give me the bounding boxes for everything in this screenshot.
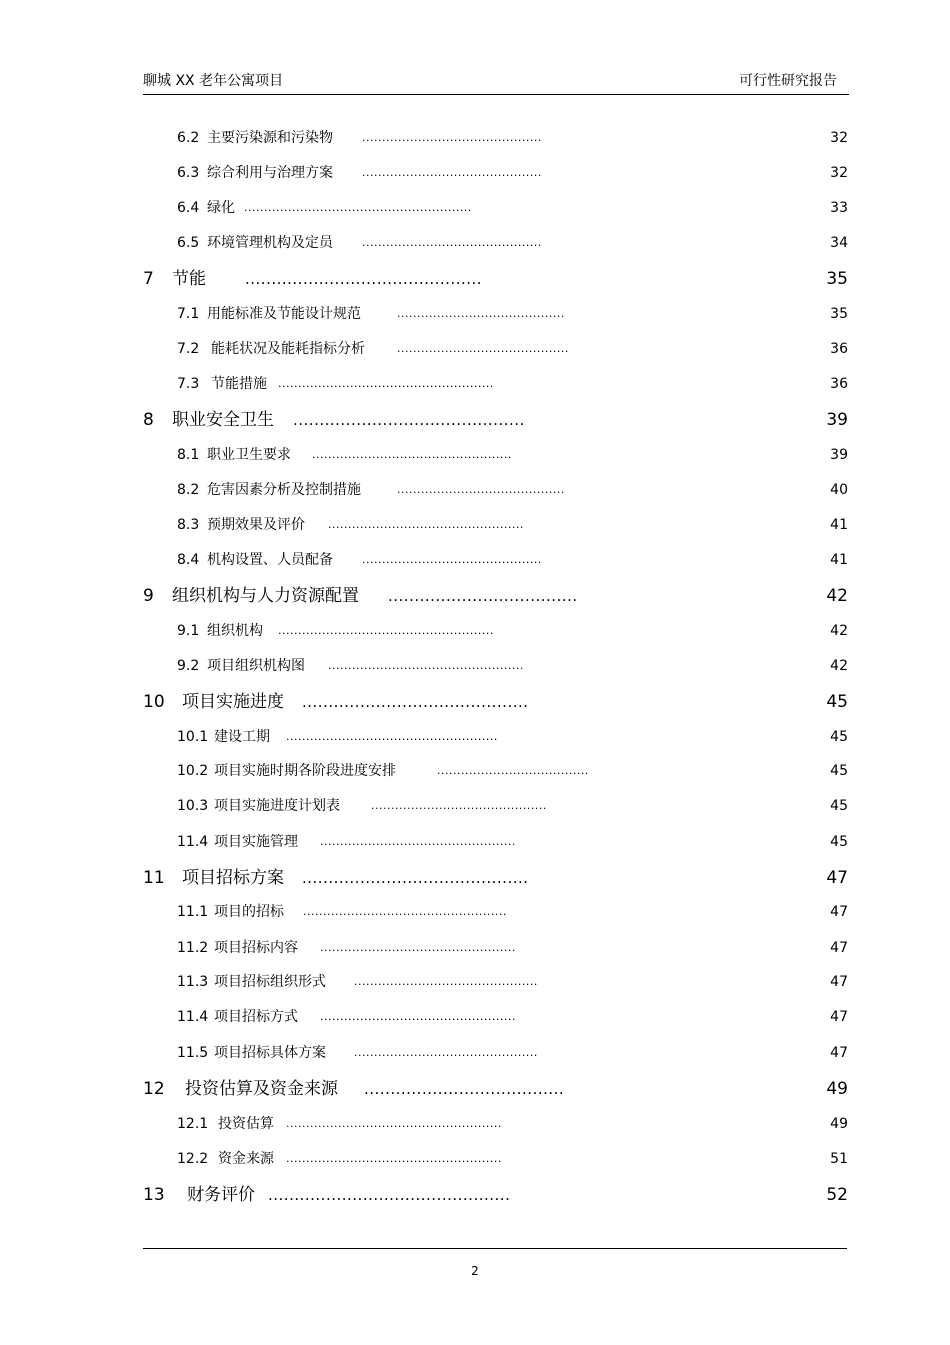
toc-entry-number: 7.1 — [177, 306, 200, 322]
toc-entry-number: 6.2 — [177, 130, 200, 146]
toc-dot-leader: ................................................. — [320, 941, 516, 954]
toc-section-entry[interactable] — [0, 726, 950, 748]
toc-chapter-entry[interactable] — [0, 1078, 950, 1100]
toc-dot-leader: ................................................. — [328, 518, 524, 531]
toc-dot-leader: ............................................. — [245, 270, 483, 288]
toc-dot-leader: ............................................. — [362, 553, 542, 566]
toc-section-entry[interactable] — [0, 232, 950, 254]
toc-entry-number: 9 — [143, 586, 154, 606]
toc-page-number: 51 — [830, 1151, 848, 1167]
toc-page-number: 45 — [830, 798, 848, 814]
toc-page-number: 32 — [830, 165, 848, 181]
toc-entry-number: 11.4 — [177, 1009, 209, 1025]
toc-chapter-entry[interactable] — [0, 268, 950, 290]
toc-dot-leader: ........................................... — [302, 693, 529, 711]
footer-divider — [143, 1248, 847, 1249]
toc-section-entry[interactable] — [0, 620, 950, 642]
toc-section-entry[interactable] — [0, 795, 950, 817]
toc-page-number: 36 — [830, 376, 848, 392]
toc-page-number: 45 — [830, 729, 848, 745]
toc-dot-leader: ............................................. — [362, 131, 542, 144]
toc-entry-number: 9.2 — [177, 658, 200, 674]
toc-dot-leader: ............................................ — [293, 411, 525, 429]
toc-entry-title: 组织机构 — [207, 623, 263, 639]
toc-dot-leader: .................................... — [388, 587, 578, 605]
toc-page-number: 40 — [830, 482, 848, 498]
toc-entry-number: 10.2 — [177, 763, 209, 779]
toc-page-number: 33 — [830, 200, 848, 216]
toc-chapter-entry[interactable] — [0, 1184, 950, 1206]
toc-chapter-entry[interactable] — [0, 409, 950, 431]
toc-section-entry[interactable] — [0, 901, 950, 923]
toc-entry-title: 项目实施时期各阶段进度安排 — [214, 763, 396, 779]
toc-page-number: 47 — [826, 868, 848, 888]
toc-entry-number: 6.3 — [177, 165, 200, 181]
toc-dot-leader: ........................................... — [302, 869, 529, 887]
page-number: 2 — [471, 1264, 479, 1278]
toc-entry-title: 组织机构与人力资源配置 — [172, 586, 359, 606]
toc-entry-number: 7 — [143, 269, 154, 289]
toc-section-entry[interactable] — [0, 655, 950, 677]
toc-entry-title: 项目招标方案 — [182, 868, 284, 888]
toc-dot-leader: .............................................. — [354, 975, 538, 988]
toc-dot-leader: ...................................... — [364, 1080, 565, 1098]
toc-page-number: 41 — [830, 552, 848, 568]
toc-page-number: 47 — [830, 904, 848, 920]
toc-entry-title: 项目实施管理 — [214, 834, 298, 850]
toc-page-number: 32 — [830, 130, 848, 146]
toc-dot-leader: ...................................................... — [278, 377, 494, 390]
toc-dot-leader: ............................................ — [371, 799, 547, 812]
toc-entry-number: 7.3 — [177, 376, 200, 392]
toc-entry-number: 11.5 — [177, 1045, 209, 1061]
toc-dot-leader: ............................................. — [362, 166, 542, 179]
toc-entry-number: 7.2 — [177, 341, 200, 357]
toc-entry-number: 6.4 — [177, 200, 200, 216]
toc-entry-number: 10 — [143, 692, 165, 712]
toc-dot-leader: .............................................. — [268, 1186, 511, 1204]
toc-entry-title: 项目招标具体方案 — [214, 1045, 326, 1061]
toc-dot-leader: ...................................... — [437, 764, 589, 777]
toc-dot-leader: .......................................... — [397, 307, 565, 320]
toc-entry-title: 绿化 — [207, 200, 235, 216]
toc-entry-title: 节能措施 — [211, 376, 267, 392]
toc-page-number: 45 — [830, 763, 848, 779]
toc-entry-number: 8.4 — [177, 552, 200, 568]
toc-page-number: 47 — [830, 940, 848, 956]
toc-chapter-entry[interactable] — [0, 585, 950, 607]
toc-page-number: 47 — [830, 1009, 848, 1025]
toc-dot-leader: ........................................... — [397, 342, 569, 355]
toc-page-number: 49 — [830, 1116, 848, 1132]
toc-entry-title: 能耗状况及能耗指标分析 — [211, 341, 365, 357]
toc-page-number: 36 — [830, 341, 848, 357]
toc-entry-title: 项目招标方式 — [214, 1009, 298, 1025]
toc-section-entry[interactable] — [0, 1113, 950, 1135]
toc-dot-leader: ................................................. — [320, 835, 516, 848]
toc-section-entry[interactable] — [0, 338, 950, 360]
toc-entry-number: 12.2 — [177, 1151, 209, 1167]
toc-entry-number: 11.3 — [177, 974, 209, 990]
toc-entry-number: 8 — [143, 410, 154, 430]
toc-dot-leader: ..................................................... — [286, 730, 498, 743]
toc-entry-title: 项目实施进度计划表 — [214, 798, 340, 814]
toc-entry-number: 10.1 — [177, 729, 209, 745]
toc-dot-leader: ............................................. — [362, 236, 542, 249]
toc-page-number: 35 — [830, 306, 848, 322]
toc-section-entry[interactable] — [0, 1042, 950, 1064]
toc-entry-title: 主要污染源和污染物 — [207, 130, 333, 146]
toc-entry-title: 环境管理机构及定员 — [207, 235, 333, 251]
toc-page-number: 47 — [830, 974, 848, 990]
toc-page-number: 39 — [830, 447, 848, 463]
toc-entry-title: 项目组织机构图 — [207, 658, 305, 674]
toc-entry-number: 11.1 — [177, 904, 209, 920]
toc-entry-title: 建设工期 — [214, 729, 270, 745]
toc-page-number: 42 — [826, 586, 848, 606]
header-title: 聊城 XX 老年公寓项目 — [143, 73, 284, 89]
toc-dot-leader: .................................................. — [312, 448, 512, 461]
toc-section-entry[interactable] — [0, 971, 950, 993]
toc-section-entry[interactable] — [0, 1006, 950, 1028]
toc-entry-title: 节能 — [172, 269, 206, 289]
toc-entry-title: 投资估算及资金来源 — [185, 1079, 338, 1099]
toc-page-number: 45 — [830, 834, 848, 850]
toc-dot-leader: ......................................................... — [244, 201, 472, 214]
toc-page-number: 45 — [826, 692, 848, 712]
toc-page-number: 42 — [830, 623, 848, 639]
toc-chapter-entry[interactable] — [0, 691, 950, 713]
toc-page-number: 41 — [830, 517, 848, 533]
header-doc-type: 可行性研究报告 — [739, 73, 837, 89]
toc-entry-number: 12.1 — [177, 1116, 209, 1132]
toc-section-entry[interactable] — [0, 760, 950, 782]
toc-page-number: 35 — [826, 269, 848, 289]
toc-dot-leader: ...................................................... — [278, 624, 494, 637]
toc-page-number: 34 — [830, 235, 848, 251]
toc-section-entry[interactable] — [0, 303, 950, 325]
toc-entry-title: 危害因素分析及控制措施 — [207, 482, 361, 498]
toc-entry-title: 项目招标内容 — [214, 940, 298, 956]
toc-dot-leader: ................................................. — [328, 659, 524, 672]
toc-entry-title: 项目的招标 — [214, 904, 284, 920]
toc-entry-number: 11.4 — [177, 834, 209, 850]
toc-entry-number: 11 — [143, 868, 165, 888]
toc-dot-leader: ...................................................... — [286, 1117, 502, 1130]
toc-section-entry[interactable] — [0, 479, 950, 501]
toc-page-number: 47 — [830, 1045, 848, 1061]
toc-entry-title: 职业安全卫生 — [172, 410, 274, 430]
toc-entry-title: 项目实施进度 — [182, 692, 284, 712]
toc-dot-leader: ...................................................... — [286, 1152, 502, 1165]
toc-entry-number: 13 — [143, 1185, 165, 1205]
toc-entry-title: 投资估算 — [218, 1116, 274, 1132]
toc-entry-title: 财务评价 — [187, 1185, 255, 1205]
toc-entry-title: 用能标准及节能设计规范 — [207, 306, 361, 322]
toc-entry-title: 综合利用与治理方案 — [207, 165, 333, 181]
toc-dot-leader: ................................................. — [320, 1010, 516, 1023]
toc-chapter-entry[interactable] — [0, 867, 950, 889]
toc-entry-title: 资金来源 — [218, 1151, 274, 1167]
toc-section-entry[interactable] — [0, 197, 950, 219]
toc-section-entry[interactable] — [0, 1148, 950, 1170]
toc-page-number: 52 — [826, 1185, 848, 1205]
toc-entry-title: 职业卫生要求 — [207, 447, 291, 463]
toc-section-entry[interactable] — [0, 831, 950, 853]
toc-entry-number: 12 — [143, 1079, 165, 1099]
toc-dot-leader: .............................................. — [354, 1046, 538, 1059]
toc-entry-number: 9.1 — [177, 623, 200, 639]
toc-section-entry[interactable] — [0, 514, 950, 536]
toc-page-number: 39 — [826, 410, 848, 430]
toc-dot-leader: ................................................... — [303, 905, 507, 918]
toc-dot-leader: .......................................... — [397, 483, 565, 496]
toc-entry-number: 8.3 — [177, 517, 200, 533]
toc-section-entry[interactable] — [0, 162, 950, 184]
toc-page-number: 49 — [826, 1079, 848, 1099]
toc-entry-number: 6.5 — [177, 235, 200, 251]
toc-section-entry[interactable] — [0, 937, 950, 959]
toc-section-entry[interactable] — [0, 373, 950, 395]
toc-page-number: 42 — [830, 658, 848, 674]
toc-entry-title: 预期效果及评价 — [207, 517, 305, 533]
toc-entry-number: 10.3 — [177, 798, 209, 814]
toc-entry-title: 项目招标组织形式 — [214, 974, 326, 990]
toc-section-entry[interactable] — [0, 549, 950, 571]
toc-section-entry[interactable] — [0, 127, 950, 149]
toc-section-entry[interactable] — [0, 444, 950, 466]
toc-entry-number: 11.2 — [177, 940, 209, 956]
toc-entry-number: 8.1 — [177, 447, 200, 463]
toc-entry-title: 机构设置、人员配备 — [207, 552, 333, 568]
toc-entry-number: 8.2 — [177, 482, 200, 498]
